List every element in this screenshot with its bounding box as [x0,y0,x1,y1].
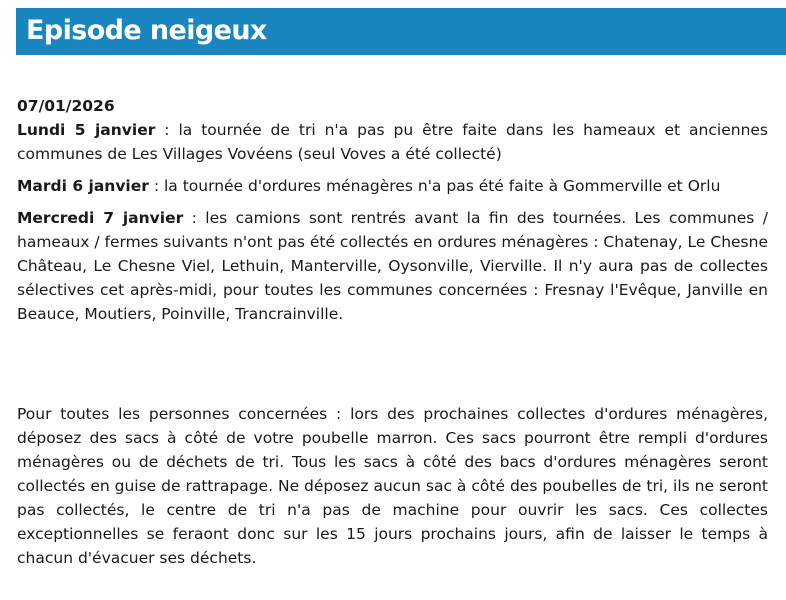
entry-text: : la tournée d'ordures ménagères n'a pas été faite à Gommerville et Orlu [148,177,721,195]
entry-tuesday [17,174,768,198]
entry-text: : la tournée de tri n'a pas pu être faite dans les hameaux et anciennes communes de Les Villages Vovéens (seul Voves a été collecté) [17,121,769,163]
entry-wednesday [17,206,768,326]
entry-text: : les camions sont rentrés avant la fin des tournées. Les communes / hameaux / fermes suivants n'ont pas été collectés en ordures ménagères : Chatenay, Le Chesne Château, Le Chesne Viel, Lethuin, Manterville, Oysonville, Vierville. Il n'y aura pas de collectes sélectives cet après-midi, pour toutes les communes concernées : Fresnay l'Evêque, Janville en Beauce, Moutiers, Poinville, Trancrainville. [17,209,768,323]
page-title: Episode neigeux [26,15,267,46]
entry-day-label: Lundi 5 janvier [17,121,156,139]
collection-note: Pour toutes les personnes concernées : lors des prochaines collectes d'ordures ménagères, déposez des sacs à côté de votre poubelle marron. Ces sacs pourront être rempli d'ordures ménagères ou de déchets de tri. Tous les sacs à côté des bacs d'ordures ménagères seront collectés en guise de rattrapage. Ne déposez aucun sac à côté des poubelles de tri, ils ne seront pas collectés, le centre de tri n'a pas de machine pour ouvrir les sacs. Ces collectes exceptionnelles se feraont donc sur les 15 jours prochains jours, afin de laisser le temps à chacun d'évacuer ses déchets. [17,405,768,567]
entry-monday [17,118,768,166]
entry-day-label: Mercredi 7 janvier [17,209,184,227]
article-date: 07/01/2026 [17,97,115,115]
entry-day-label: Mardi 6 janvier [17,177,149,195]
page-title-bar [16,8,786,55]
article-body [17,94,768,334]
